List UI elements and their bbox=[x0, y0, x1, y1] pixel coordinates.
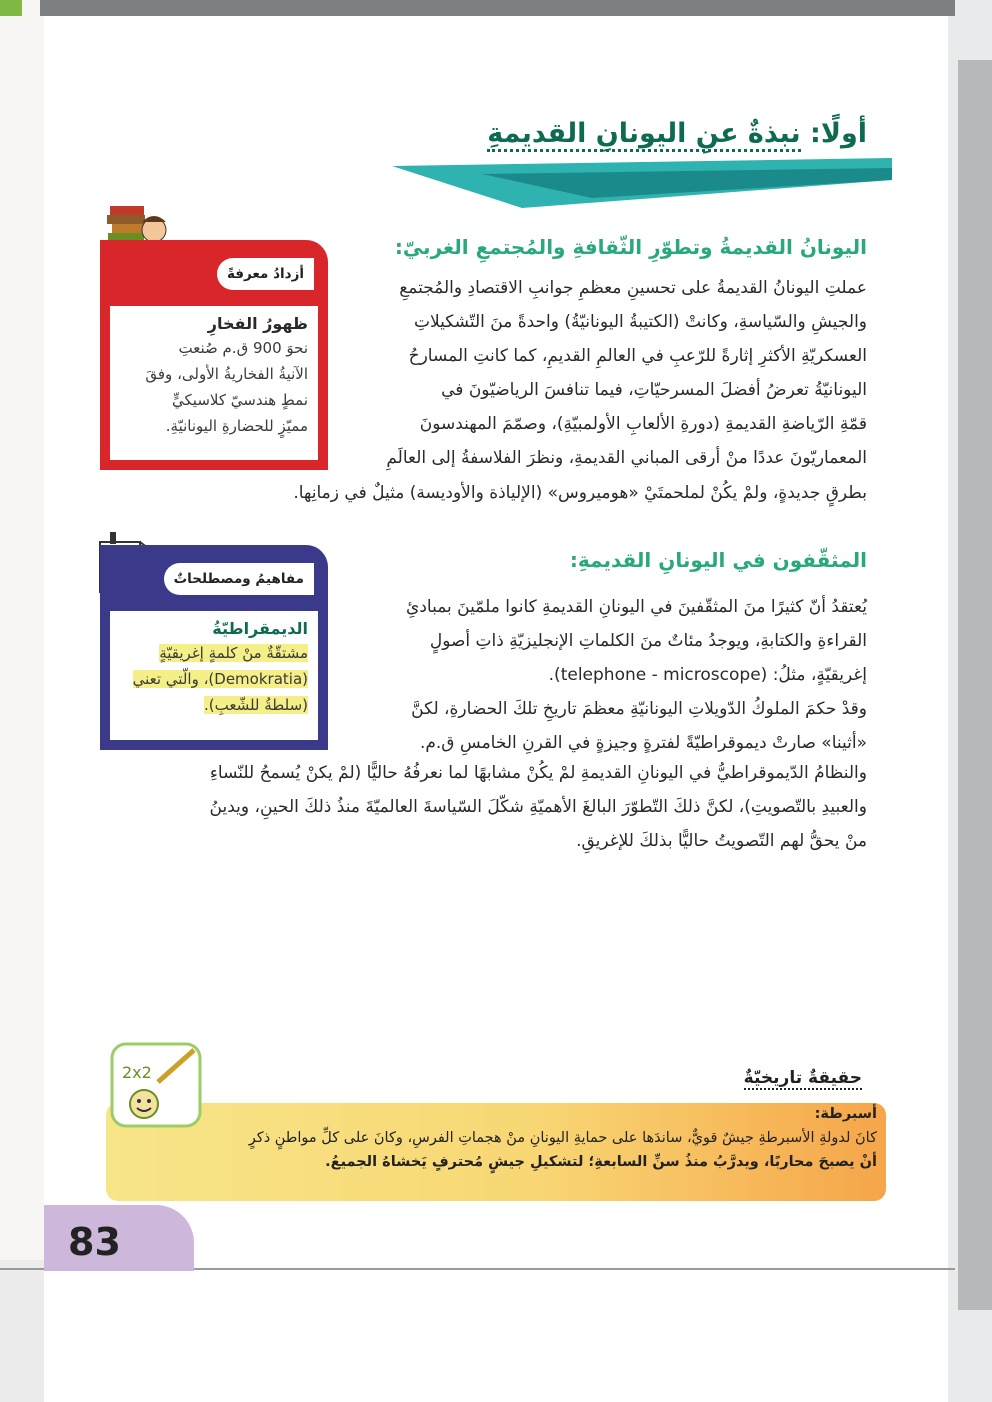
page-margin-left-bottom bbox=[0, 1260, 44, 1402]
info-box-line: نمطٍ هندسيّ كلاسيكيٍّ bbox=[172, 391, 308, 409]
info-box-tab: أزدادُ معرفةً bbox=[217, 258, 314, 290]
terms-box-line-text: مشتقّةٌ منْ كلمةٍ إغريقيّةٍ bbox=[159, 644, 308, 662]
paragraph-greece-last bbox=[227, 476, 867, 510]
terms-box-content bbox=[108, 609, 320, 742]
paragraph-line: «أثينا» صارتْ ديموقراطيّةً لفترةٍ وجيزةٍ في القرنِ الخامسِ ق.م. bbox=[419, 733, 867, 753]
svg-text:2x2: 2x2 bbox=[122, 1063, 152, 1082]
terms-box-line bbox=[120, 640, 308, 666]
info-box-terms bbox=[100, 545, 328, 750]
paragraph-line: العسكريّةِ الأكثرِ إثارةً للرّعبِ في العالمِ القديمِ، كما كانتِ المسارحُ bbox=[408, 346, 867, 366]
terms-box-title: الديمقراطيّةُ bbox=[212, 619, 308, 638]
subheading-intellectuals: المثقّفون في اليونانِ القديمةِ: bbox=[569, 548, 867, 572]
fact-line: أنْ يصبحَ محاربًا، ويدرَّبُ منذُ سنِّ السابعةِ؛ لتشكيلِ جيشٍ مُحترفٍ يَخشاهُ الجميعُ. bbox=[325, 1154, 877, 1170]
paragraph-line: عملتِ اليونانُ القديمةُ على تحسينِ معظمِ جوانبِ الاقتصادِ والمُجتمعِ bbox=[399, 278, 867, 298]
paragraph-line: قمّةِ الرّياضةِ القديمةِ (دورةِ الألعابِ الأولمبيّةِ)، وصمّمَ المهندسونَ bbox=[419, 414, 867, 434]
paragraph-line: بطرقٍ جديدةٍ، ولمْ يكُنْ لملحمتَيْ «هوميروس» (الإلياذة والأوديسة) مثيلٌ في زمانِها. bbox=[293, 483, 867, 503]
paragraph-line: اليونانيّةُ تعرضُ أفضلَ المسرحيّاتِ، فيما تنافسَ الرياضيّونَ في bbox=[441, 380, 867, 400]
paragraph-line: والجيشِ والسّياسةِ، وكانتْ (الكتيبةُ اليونانيّةُ) واحدةً منَ التّشكيلاتِ bbox=[414, 312, 867, 332]
terms-box-line bbox=[120, 666, 308, 692]
fact-body bbox=[112, 1102, 877, 1174]
info-box-line: مميّزٍ للحضارةِ اليونانيّةِ. bbox=[165, 417, 308, 435]
fact-line: كانَ لدولةِ الأسبرطةِ جيشٌ قويٌّ، ساندَها على حمايةِ اليونانِ منْ هجماتِ الفرسِ، وكانَ على كلِّ مواطنٍ ذكرٍ bbox=[248, 1130, 877, 1146]
terms-box-tab: مفاهيمُ ومصطلحاتٌ bbox=[164, 563, 314, 595]
paragraph-intellectuals bbox=[347, 590, 867, 760]
info-box-content bbox=[108, 304, 320, 462]
terms-box-line bbox=[120, 692, 308, 718]
top-bar bbox=[40, 0, 955, 16]
info-box-line: الآنيةُ الفخاريةُ الأولى، وفقَ bbox=[145, 365, 308, 383]
fact-label: أسبرطة: bbox=[814, 1106, 877, 1122]
page-number: 83 bbox=[68, 1220, 121, 1264]
section-heading-prefix: أولًا: bbox=[810, 118, 867, 149]
page-margin-left bbox=[0, 0, 44, 1260]
paragraph-greece bbox=[347, 271, 867, 475]
paragraph-line: وقدْ حكمَ الملوكُ الدّويلاتِ اليونانيّةِ معظمَ تاريخِ تلكَ الحضارةِ، لكنَّ bbox=[411, 699, 867, 719]
terms-box-line-text: (Demokratia)، والّتي تعني bbox=[132, 670, 308, 688]
info-box-title: ظهورُ الفخارِ bbox=[207, 314, 308, 333]
terms-box-line-text: (سلطةُ للشّعبِ). bbox=[203, 696, 308, 714]
paragraph-line: المعماريّونَ عددًا منْ أرقى المباني القديمةِ، ونظرَ الفلاسفةُ إلى العالَمِ bbox=[386, 448, 867, 468]
book-spine-shadow bbox=[958, 60, 992, 1310]
info-box-body bbox=[120, 335, 308, 439]
paragraph-line: منْ يحقُّ لهم التّصويتُ حاليًّا بذلكَ للإغريقِ. bbox=[576, 831, 867, 851]
paragraph-line: يُعتقدُ أنّ كثيرًا منَ المثقّفينَ في اليونانِ القديمةِ كانوا ملمّينَ بمبادئِ bbox=[406, 597, 867, 617]
paragraph-line: إغريقيّةٍ، مثلُ: (telephone - microscope). bbox=[548, 665, 867, 685]
paragraph-line: والنظامُ الدّيموقراطيُّ في اليونانِ القديمةِ لمْ يكُنْ مشابهًا لما نعرفُهُ حاليًّا (لمْ يكنْ يُسمحُ للنّساءِ bbox=[209, 763, 867, 783]
top-corner-accent bbox=[0, 0, 22, 16]
heading-ribbon bbox=[392, 158, 892, 208]
fact-title-text: حقيقةٌ تاريخيّةٌ bbox=[743, 1068, 862, 1088]
section-heading-text: نبذةٌ عنِ اليونانِ القديمةِ bbox=[487, 118, 800, 152]
paragraph-line: والعبيدِ بالتّصويتِ)، لكنَّ ذلكَ التّطوّرَ البالغَ الأهميّةِ شكّلَ السّياسةَ العالميّةَ منذُ ذلكَ الحينِ، ويدينُ bbox=[209, 797, 867, 817]
paragraph-line: القراءةِ والكتابةِ، ويوجدُ مئاتٌ منَ الكلماتِ الإنجليزيّةِ ذاتِ أصولٍ bbox=[429, 631, 867, 651]
fact-title bbox=[744, 1068, 862, 1088]
subheading-greece-culture: اليونانُ القديمةُ وتطوّرِ الثّقافةِ والمُجتمعِ الغربيّ: bbox=[394, 235, 867, 259]
terms-box-body bbox=[120, 640, 308, 718]
info-box-line: نحوَ 900 ق.م صُنعتِ bbox=[178, 339, 308, 357]
section-heading bbox=[487, 118, 867, 149]
info-box-knowledge bbox=[100, 240, 328, 470]
paragraph-democracy bbox=[107, 756, 867, 858]
